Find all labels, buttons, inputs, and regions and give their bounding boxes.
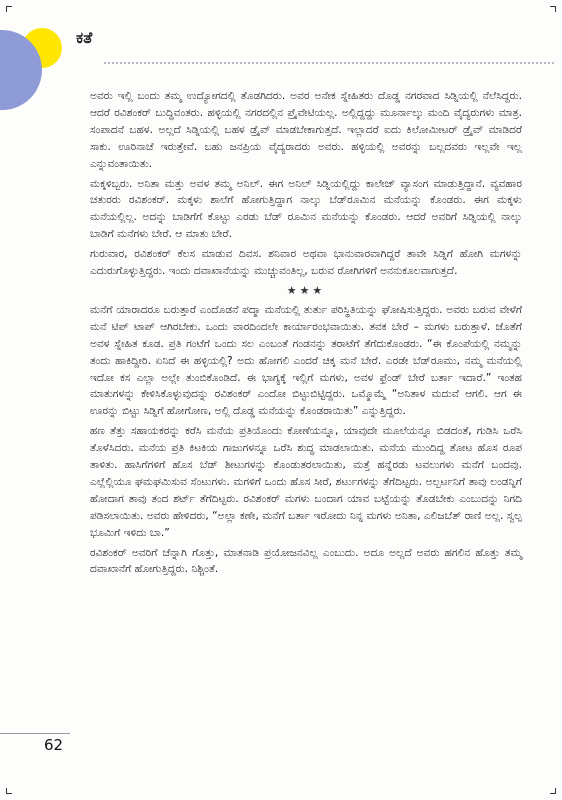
crop-mark	[6, 788, 7, 794]
section-separator: ★★★	[286, 283, 326, 297]
section-title: ಕತೆ	[76, 28, 93, 47]
crop-mark	[555, 6, 556, 12]
page-number: 62	[44, 736, 64, 754]
paragraph: ಮಕ್ಕಳಿಬ್ಬರು. ಅನಿತಾ ಮತ್ತು ಅವಳ ತಮ್ಮ ಅನಿಲ್. ಈಗ ಅನಿಲ್ ಸಿಡ್ನಿಯಲ್ಲಿದ್ದು ಕಾಲೇಜ್ ವ್ಯಾಸಂಗ ಮಾಡುತ್ತಿದ್ದಾನೆ. ವ್ಯವಹಾರ ಚತುರರು ರವಿಶಂಕರ್. ಮಕ್ಕಳು ಶಾಲೆಗೆ ಹೋಗುತ್ತಿದ್ದಾಗ ನಾಲ್ಕು ಬೆಡ್‌ರೂಮಿನ ಮನೆಯನ್ನು ಕೊಂಡರು. ಈಗ ಮಕ್ಕಳು ಮನೆಯಲ್ಲಿಲ್ಲ. ಅದನ್ನು ಬಾಡಿಗೆಗೆ ಕೊಟ್ಟು ಎರಡು ಬೆಡ್ ರೂಮಿನ ಮನೆಯನ್ನು ಕೊಂಡರು. ಆದರೆ ಅವರಿಗೆ ಸಿಡ್ನಿಯಲ್ಲಿ ನಾಲ್ಕು ಬಾಡಿಗೆ ಮನೆಗಳು ಬೇರೆ. ಆ ಮಾತು ಬೇರೆ.	[90, 177, 522, 241]
paragraph: ಗುರುವಾರ, ರವಿಶಂಕರ್ ಕೆಲಸ ಮಾಡುವ ದಿವಸ. ಶನಿವಾರ ಅಥವಾ ಭಾನುವಾರವಾಗಿದ್ದರೆ ತಾವೇ ಸಿಡ್ನಿಗೆ ಹೋಗಿ ಮಗಳನ್ನು ಎದುರುಗೊಳ್ಳುತ್ತಿದ್ದರು. ಇಂದು ದವಾಖಾನೆಯನ್ನು ಮುಚ್ಚುವಂತಿಲ್ಲ, ಬರುವ ರೋಗಿಗಳಿಗೆ ಅನನುಕೂಲವಾಗುತ್ತದೆ.	[90, 248, 522, 278]
footer-rule	[0, 733, 70, 734]
header-dotted-rule	[104, 62, 554, 64]
decorative-circles	[0, 0, 80, 120]
paragraph: ಮನೆಗೆ ಯಾರಾದರೂ ಬರುತ್ತಾರೆ ಎಂದೊಡನೆ ಪದ್ಮಾ ಮನೆಯಲ್ಲಿ ತುರ್ತು ಪರಿಸ್ಥಿತಿಯನ್ನು ಘೋಷಿಸುತ್ತಿದ್ದರು. ಅವರು ಬರುವ ವೇಳೆಗೆ ಮನೆ ಟಿಪ್ ಟಾಪ್ ಆಗಿರಬೇಕು. ಒಂದು ವಾರದಿಂದಲೇ ಕಾರ್ಯಾರಂಭವಾಯಿತು. ತವಕ ಬೇರೆ – ಮಗಳು ಬರುತ್ತಾಳೆ. ಜೊತೆಗೆ ಅವಳ ಸ್ನೇಹಿತ ಕೂಡ. ಪ್ರತಿ ಗಂಟೆಗೆ ಒಂದು ಸಲ ಎಂಬಂತೆ ಗಂಡನನ್ನು ತರಾಟೆಗೆ ತೆಗೆದುಕೊಂಡರು. “ಈ ಕೊಂಪೆಯಲ್ಲಿ ನಮ್ಮನ್ನು ತಂದು ಹಾಕಿದ್ದೀರಿ. ಏನಿದೆ ಈ ಹಳ್ಳಿಯಲ್ಲಿ? ಅದು ಹೋಗಲಿ ಎಂದರೆ ಚಿಕ್ಕ ಮನೆ ಬೇರೆ. ಎರಡೇ ಬೆಡ್‌ರೂಮು, ನಮ್ಮ ಮನೆಯಲ್ಲಿ ಇದೋ ಕಸ ಎಲ್ಲಾ ಅಲ್ಲೇ ತುಂಬಿಕೊಂಡಿದೆ. ಈ ಭಾಗ್ಯಕ್ಕೆ ಇಲ್ಲಿಗೆ ಮಗಳು, ಅವಳ ಫ್ರೆಂಡ್ ಬೇರೆ ಬರ್ತಾ ಇದಾರೆ.” ಇಂತಹ ಮಾತುಗಳನ್ನು ಕೇಳಿಸಿಕೊಳ್ಳುವುದನ್ನು ರವಿಶಂಕರ್ ಎಂದೋ ಬಿಟ್ಟುಬಿಟ್ಟಿದ್ದರು. ಒಮ್ಮೊಮ್ಮೆ “ಅನಿತಾಳ ಮದುವೆ ಆಗಲಿ. ಆಗ ಈ ಊರನ್ನು ಬಿಟ್ಟು ಸಿಡ್ನಿಗೆ ಹೋಗೋಣ, ಅಲ್ಲಿ ದೊಡ್ಡ ಮನೆಯನ್ನು ಕೊಂಡರಾಯಿತು” ಎನ್ನುತ್ತಿದ್ದರು.	[90, 303, 522, 418]
paragraph: ಅವರು ಇಲ್ಲಿ ಬಂದು ತಮ್ಮ ಉದ್ಯೋಗದಲ್ಲಿ ತೊಡಗಿದರು. ಅವರ ಅನೇಕ ಸ್ನೇಹಿತರು ದೊಡ್ಡ ನಗರವಾದ ಸಿಡ್ನಿಯಲ್ಲಿ ನೆಲೆಸಿದ್ದರು. ಆದರೆ ರವಿಶಂಕರ್ ಬುದ್ಧಿವಂತರು. ಹಳ್ಳಿಯಲ್ಲಿ ನಗರದಲ್ಲಿನ ಪ್ರೈವೇಟಿಯಲ್ಲ. ಅಲ್ಲಿದ್ದದ್ದು ಮೂರ್ನಾಲ್ಕು ಮಂದಿ ವೈದ್ಯರುಗಳು ಮಾತ್ರ. ಸಂಪಾದನೆ ಬಹಳ. ಅಲ್ಲದೆ ಸಿಡ್ನಿಯಲ್ಲಿ ಬಹಳ ಡ್ರೈವ್ ಮಾಡಬೇಕಾಗುತ್ತದೆ. ಇಲ್ಲಾದರೆ ಐದು ಕಿಲೋಮೀಟರ್ ಡ್ರೈವ್ ಮಾಡಿದರೆ ಸಾಕು. ಊರಿನಾಚೆ ಇರುತ್ತೇವೆ. ಬಹು ಜನಪ್ರಿಯ ವೈದ್ಯರಾದರು ಅವರು. ಹಳ್ಳಿಯಲ್ಲಿ ಅವರನ್ನು ಬಲ್ಲದವರು ಇಲ್ಲವೇ ಇಲ್ಲ ಎನ್ನುವಂತಾಯಿತು.	[90, 90, 522, 170]
crop-mark	[555, 788, 556, 794]
paragraph: ರವಿಶಂಕರ್ ಅವರಿಗೆ ಚೆನ್ನಾಗಿ ಗೊತ್ತು, ಮಾತನಾಡಿ ಪ್ರಯೋಜನವಿಲ್ಲ ಎಂಬುದು. ಅದೂ ಅಲ್ಲದೆ ಅವರು ಹಗಲಿನ ಹೊತ್ತು ತಮ್ಮ ದವಾಖಾನೆಗೆ ಹೋಗುತ್ತಿದ್ದರು. ನಿಶ್ಚಿಂತೆ.	[90, 546, 522, 576]
paragraph: ಹಣ ತೆತ್ತು ಸಹಾಯಕರನ್ನು ಕರೆಸಿ ಮನೆಯ ಪ್ರತಿಯೊಂದು ಕೋಣೆಯನ್ನೂ, ಯಾವುದೇ ಮೂಲೆಯನ್ನೂ ಬಿಡದಂತೆ, ಗುಡಿಸಿ ಒರೆಸಿ ತೊಳೆಸಿದರು. ಮನೆಯ ಪ್ರತಿ ಕಿಟಕಿಯ ಗಾಜುಗಳನ್ನೂ ಒರೆಸಿ ಶುದ್ಧ ಮಾಡಲಾಯಿತು. ಮನೆಯ ಮುಂದಿದ್ದ ತೋಟ ಹೊಸ ರೂಪ ತಾಳಿತು. ಹಾಸಿಗೆಗಳಿಗೆ ಹೊಸ ಬೆಡ್ ಶೀಟುಗಳನ್ನು ಕೊಂಡುತರಲಾಯಿತು, ಮತ್ತೆ ಹನ್ನೆರಡು ಟವಲುಗಳು ಮನೆಗೆ ಬಂದವು. ಎಲ್ಲೆಲ್ಲಿಯೂ ಘಮಘಮಿಸುವ ಸೆಂಟುಗಳು. ಮಗಳಿಗೆ ಒಂದು ಹೊಸ ಸೀರೆ, ಶರ್ಟುಗಳನ್ನು ತೆಗೆದಿಟ್ಟರು. ಅಲ್ಬರ್ಟನಿಗೆ ತಾವು ಲಂಡನ್ನಿಗೆ ಹೋದಾಗ ತಾವು ತಂದ ಶರ್ಟ್ ತೆಗೆದಿಟ್ಟರು. ರವಿಶಂಕರ್ ಮಗಳು ಬಂದಾಗ ಯಾವ ಬಟ್ಟೆಯನ್ನು ತೊಡಬೇಕು ಎಂಬುದನ್ನು ನಿಗದಿ ಪಡಿಸಲಾಯಿತು. ಅವರು ಹೇಳಿದರು, “ಅಲ್ಲಾ ಕಣೇ, ಮನೆಗೆ ಬರ್ತಾ ಇರೋದು ನಿನ್ನ ಮಗಳು ಅನಿತಾ, ಎಲಿಜಬೆತ್ ರಾಣಿ ಅಲ್ಲ. ಸ್ವಲ್ಪ ಭೂಮಿಗೆ ಇಳಿದು ಬಾ.”	[90, 425, 522, 539]
story-body	[90, 88, 522, 578]
